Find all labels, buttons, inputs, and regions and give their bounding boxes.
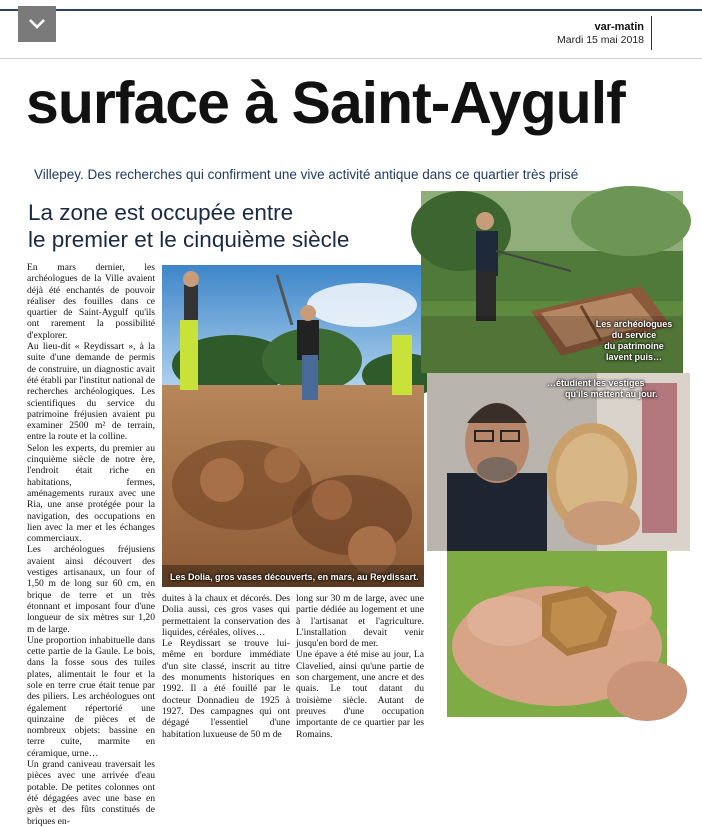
body-paragraph: En mars dernier, les archéologues de la Ville avaient déjà été enchantés de pouvoir réaliser des fouilles dans ce quartier de Saint-Aygulf qu'ils ont rarement la possibilité d'explorer. xyxy=(27,262,155,341)
headline: surface à Saint-Aygulf xyxy=(26,70,625,136)
excavation-photo xyxy=(162,265,424,587)
newspaper-name: var-matin xyxy=(594,21,644,33)
subheadline-line-2: le premier et le cinquième siècle xyxy=(28,227,350,252)
body-paragraph: Le Reydissart se trouve lui-même en bordure immédiate d'un site classé, inscrit au titre des monuments historiques en 1992. Il a été fouillé par le docteur Donnadieu de 1925 à 1927. Des campagnes qui ont dégagé l'essentiel d'une habitation luxueuse de 50 m de xyxy=(162,638,290,740)
artifact-photo xyxy=(447,551,667,717)
body-paragraph: Les archéologues fréjusiens avaient ainsi découvert des vestiges artisanaux, un four of 1,50 m de long sur 60 cm, en brique de terre et un très étonnant et imposant four d'une longueur de six mètres sur 1,20 m de large. xyxy=(27,544,155,635)
body-paragraph: Selon les experts, du premier au cinquième siècle de notre ère, l'endroit était riche en habitations, fermes, aménagements ruraux avec une Ria, une anse protégée pour la navigation, des occupations en lien avec la mer et les échanges commerciaux. xyxy=(27,442,155,545)
study-caption xyxy=(547,378,687,400)
body-paragraph: Au lieu-dit « Reydissart », à la suite d'une demande de permis de construire, un diagnostic avait été établi par l'institut national de recherches archéologiques. Les scientifiques du service du patrimoine fréjusien avaient pu examiner 2500 m² de terrain, entre la route et la colline. xyxy=(27,341,155,443)
body-paragraph: Une épave a été mise au jour, La Clavelied, ainsi qu'une partie de son chargement, une ancre et des quais. Le tout datant du troisième siècle. Autant de preuves d'une occupation importante de ce quartier par les Romains. xyxy=(296,649,424,740)
washing-caption-line: du service xyxy=(611,330,657,340)
body-column-2 xyxy=(162,593,290,740)
body-column-3 xyxy=(296,593,424,740)
washing-caption-line: Les archéologues xyxy=(595,319,673,329)
body-paragraph: Un grand caniveau traversait les pièces avec une arrivée d'eau potable. De petites colonnes ont été dégagées avec une base en grès et des fûts constitués de briques en- xyxy=(27,759,155,827)
body-paragraph: long sur 30 m de large, avec une partie dédiée au logement et une à l'artisanat et l'agriculture. L'installation devait venir jusqu'en bord de mer. xyxy=(296,593,424,650)
body-paragraph: duites à la chaux et décorés. Des Dolia aussi, ces gros vases qui permettaient la conservation des liquides, céréales, olives… xyxy=(162,593,290,638)
collapse-button[interactable] xyxy=(18,6,56,42)
header-bottom-rule xyxy=(0,58,702,59)
washing-caption xyxy=(589,319,679,363)
study-caption-line: qu'ils mettent au jour. xyxy=(565,389,658,399)
washing-photo xyxy=(421,191,683,373)
washing-caption-line: lavent puis… xyxy=(605,352,662,362)
body-column-1 xyxy=(27,262,155,827)
excavation-caption: Les Dolia, gros vases découverts, en mars, au Reydissart. xyxy=(170,572,419,582)
issue-date: Mardi 15 mai 2018 xyxy=(557,34,644,46)
chevron-down-icon xyxy=(27,17,47,31)
study-photo xyxy=(427,373,690,551)
washing-caption-line: du patrimoine xyxy=(604,341,664,351)
header-divider xyxy=(651,16,652,50)
dek: Villepey. Des recherches qui confirment une vive activité antique dans ce quartier très prisé xyxy=(34,167,579,182)
subheadline-line-1: La zone est occupée entre xyxy=(28,200,294,225)
body-paragraph: Une proportion inhabituelle dans cette partie de la Gaule. Le bois, dans la fosse sous des tuiles plates, alimentait le four et la sole en terre crue était tenue par des piliers. Les archéologues ont également répertorié une quinzaine de pièces et de nombreux objets: bassine en terre cuite, marmite en céramique, urne… xyxy=(27,634,155,759)
header-rule xyxy=(0,9,702,11)
study-caption-line: …étudient les vestiges xyxy=(547,378,645,388)
subheadline xyxy=(28,199,428,253)
